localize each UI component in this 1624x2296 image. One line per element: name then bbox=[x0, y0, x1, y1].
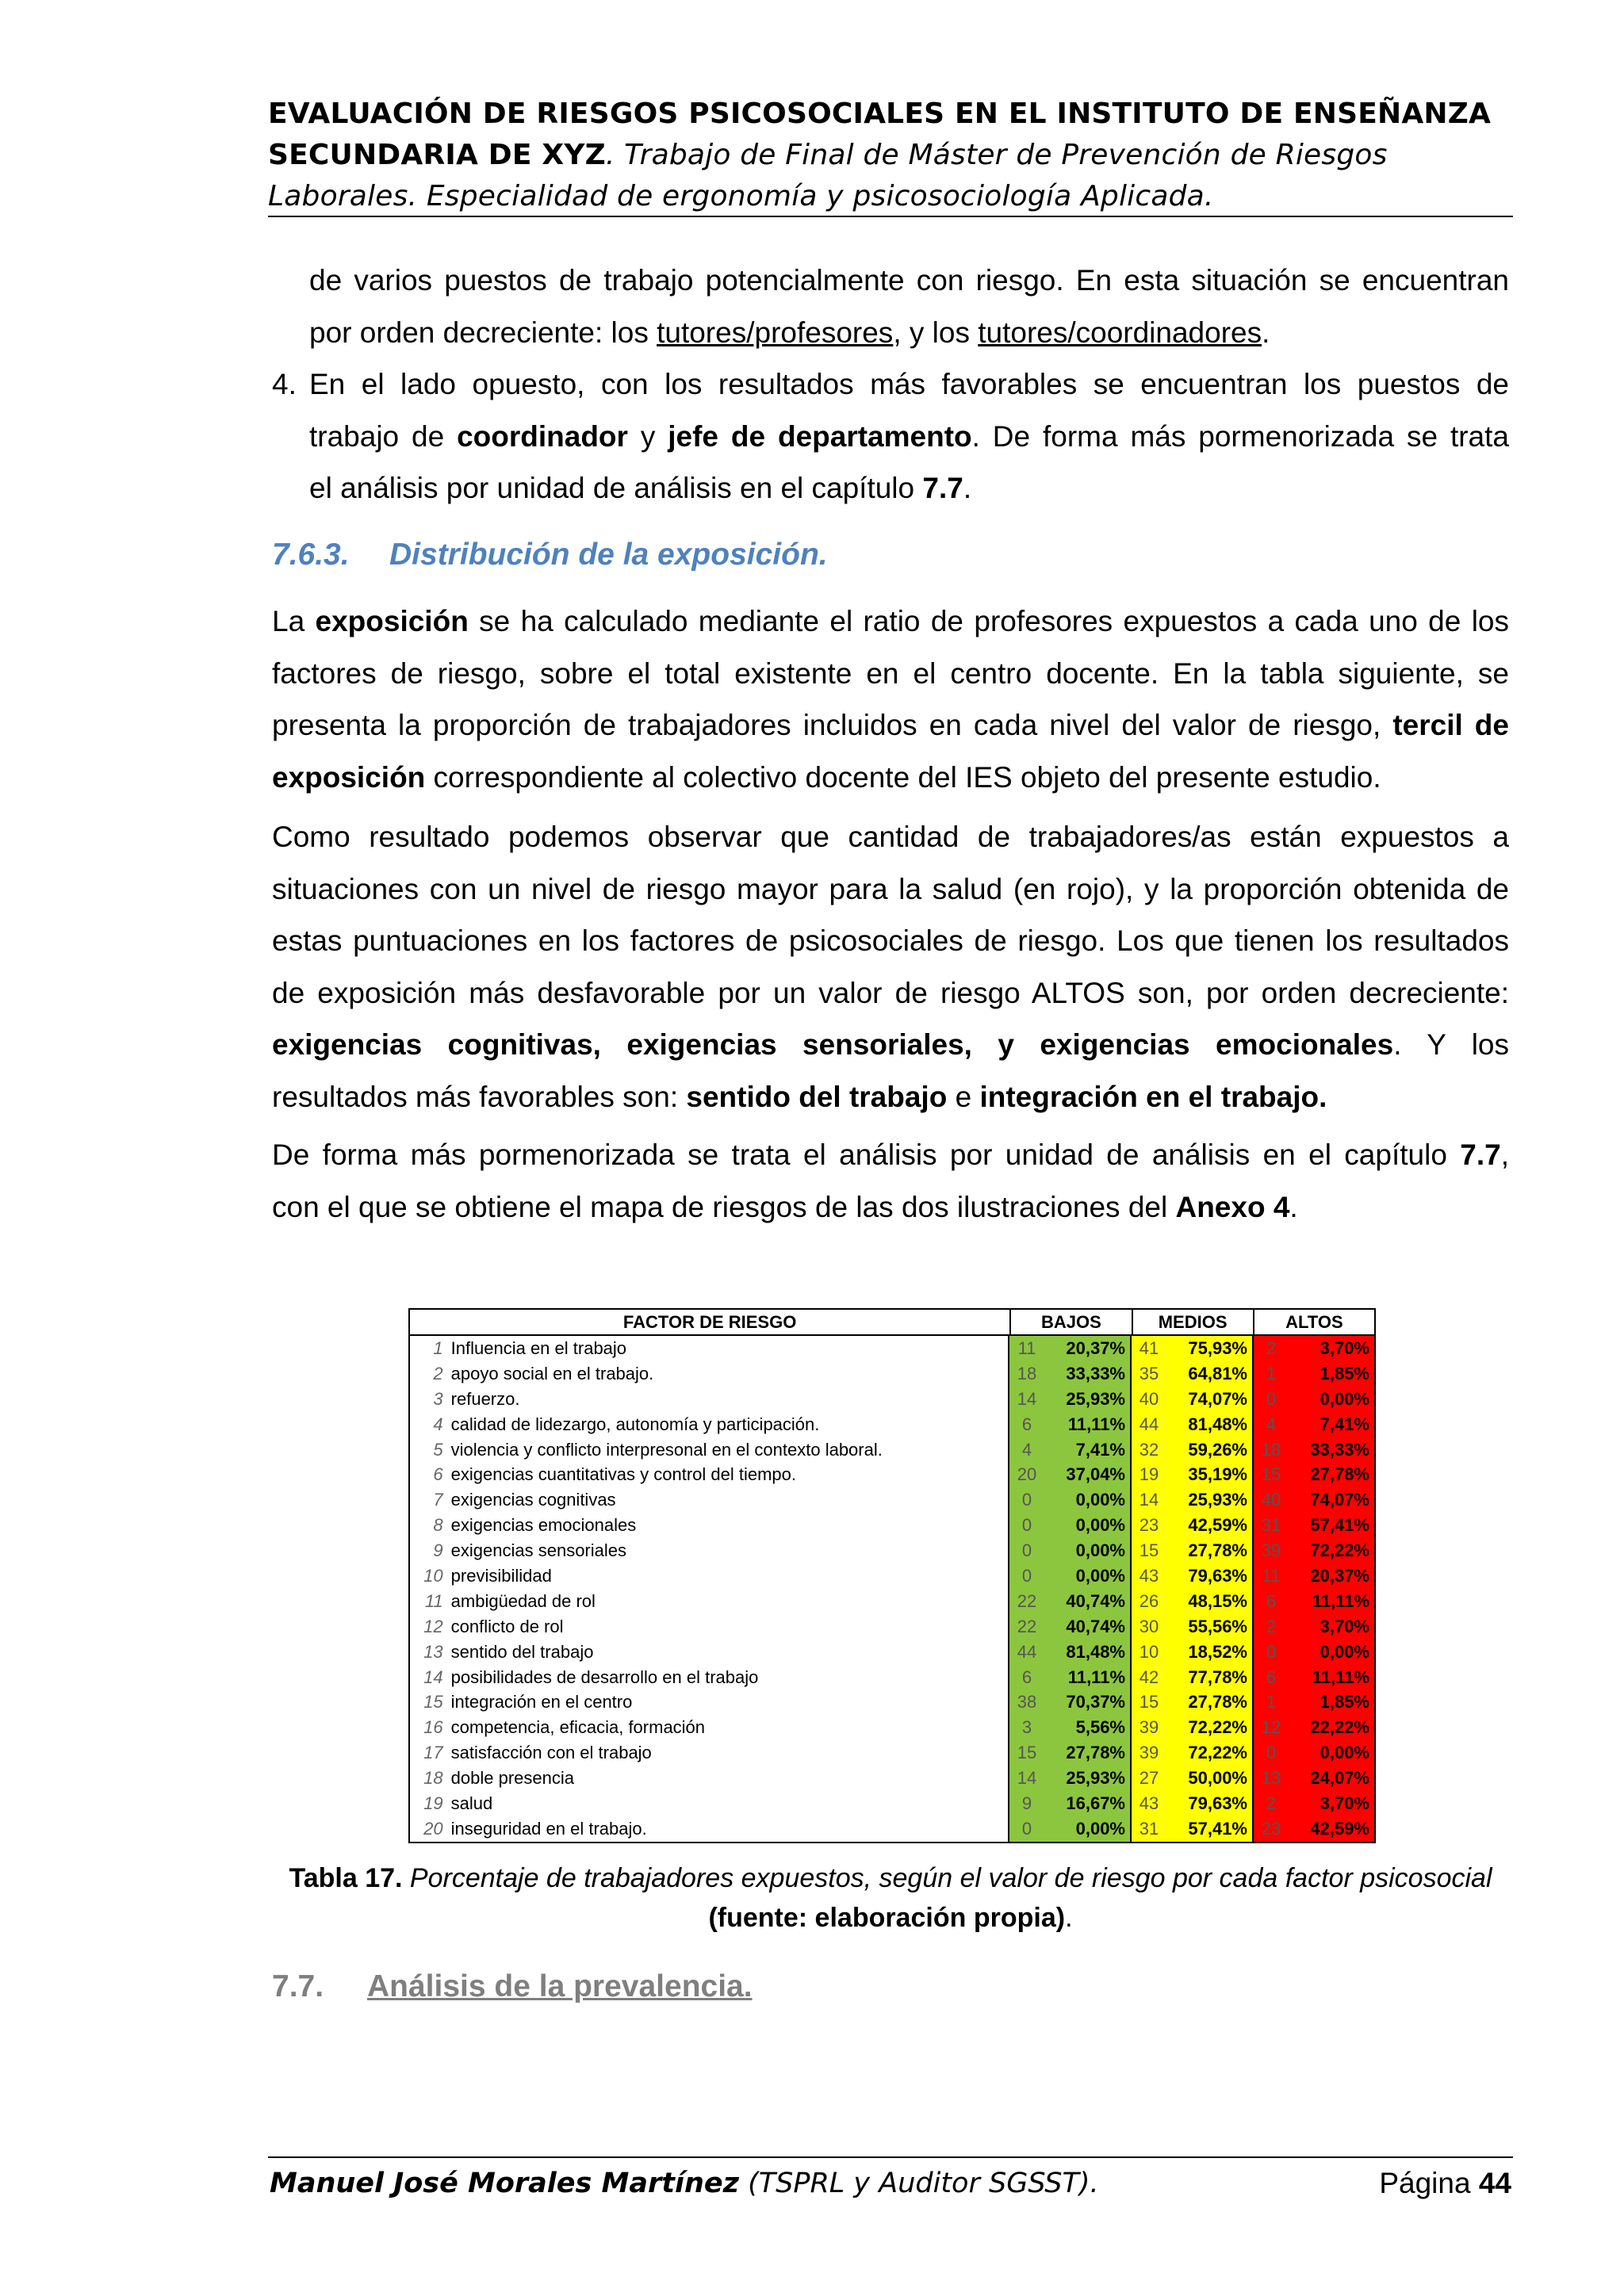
altos-percent: 57,41% bbox=[1310, 1515, 1369, 1536]
bajos-count: 6 bbox=[1021, 1667, 1032, 1687]
medios-cell bbox=[1132, 1766, 1254, 1791]
medios-percent: 59,26% bbox=[1188, 1439, 1247, 1460]
altos-count: 40 bbox=[1261, 1490, 1281, 1510]
row-number: 18 bbox=[423, 1768, 443, 1789]
altos-percent: 3,70% bbox=[1320, 1338, 1369, 1358]
table-row bbox=[410, 1487, 1374, 1513]
table-row bbox=[410, 1437, 1374, 1463]
altos-count: 6 bbox=[1266, 1667, 1277, 1687]
factor-name: sentido del trabajo bbox=[451, 1640, 1009, 1665]
bajos-count: 4 bbox=[1021, 1439, 1032, 1460]
medios-percent: 57,41% bbox=[1188, 1818, 1247, 1839]
factor-name: Influencia en el trabajo bbox=[451, 1336, 1009, 1361]
row-number: 12 bbox=[423, 1616, 443, 1636]
bajos-cell bbox=[1009, 1791, 1132, 1816]
altos-percent: 1,85% bbox=[1320, 1363, 1369, 1383]
medios-percent: 27,78% bbox=[1188, 1540, 1247, 1561]
altos-count: 39 bbox=[1261, 1540, 1281, 1561]
table-row bbox=[410, 1538, 1374, 1563]
altos-percent: 0,00% bbox=[1320, 1641, 1369, 1662]
bajos-count: 20 bbox=[1017, 1464, 1037, 1485]
paragraph-2: Como resultado podemos observar que cantidad de trabajadores/as están expuestos a situaciones con un nivel de riesgo mayor para la salud (en rojo), y la proporción obtenida de estas puntuaciones en los factores de psicosociales de riesgo. Los que tienen los resultados de exposición más desfavorable por un valor de riesgo ALTOS son, por orden decreciente: exigencias cognitivas, exigencias sensoriales, y exigencias emocionales. Y los resultados más favorables son: sentido del trabajo e integración en el trabajo. bbox=[272, 821, 1509, 1113]
bajos-count: 6 bbox=[1021, 1414, 1032, 1434]
medios-cell bbox=[1132, 1791, 1254, 1816]
altos-cell bbox=[1254, 1766, 1374, 1791]
factor-name: apoyo social en el trabajo. bbox=[451, 1361, 1009, 1387]
section-heading bbox=[272, 538, 828, 572]
medios-cell bbox=[1132, 1589, 1254, 1614]
altos-percent: 7,41% bbox=[1320, 1414, 1369, 1434]
next-section-heading bbox=[272, 1969, 753, 2004]
bajos-cell bbox=[1009, 1387, 1132, 1412]
medios-count: 32 bbox=[1139, 1439, 1159, 1460]
row-number: 9 bbox=[433, 1540, 443, 1561]
factor-name: doble presencia bbox=[451, 1766, 1009, 1791]
altos-cell bbox=[1254, 1336, 1374, 1361]
altos-cell bbox=[1254, 1538, 1374, 1563]
running-header bbox=[268, 94, 1513, 217]
medios-count: 41 bbox=[1139, 1338, 1159, 1358]
header-medios: MEDIOS bbox=[1133, 1310, 1254, 1334]
bajos-count: 22 bbox=[1017, 1616, 1037, 1636]
medios-count: 43 bbox=[1139, 1566, 1159, 1586]
bajos-count: 18 bbox=[1017, 1363, 1037, 1383]
footer-divider bbox=[268, 2156, 1513, 2158]
altos-percent: 33,33% bbox=[1310, 1439, 1369, 1460]
bajos-count: 38 bbox=[1017, 1692, 1037, 1712]
medios-count: 35 bbox=[1139, 1363, 1159, 1383]
factor-name: posibilidades de desarrollo en el trabajo bbox=[451, 1665, 1009, 1690]
altos-cell bbox=[1254, 1487, 1374, 1513]
altos-percent: 42,59% bbox=[1310, 1818, 1369, 1839]
bajos-cell bbox=[1009, 1513, 1132, 1538]
bajos-cell bbox=[1009, 1563, 1132, 1589]
altos-count: 1 bbox=[1266, 1692, 1277, 1712]
bajos-percent: 7,41% bbox=[1075, 1439, 1125, 1460]
factor-name: exigencias cuantitativas y control del tiempo. bbox=[451, 1462, 1009, 1487]
row-number: 1 bbox=[433, 1338, 443, 1358]
caption-text: Porcentaje de trabajadores expuestos, según el valor de riesgo por cada factor psicosocial bbox=[402, 1863, 1492, 1893]
medios-count: 40 bbox=[1139, 1388, 1159, 1409]
altos-percent: 27,78% bbox=[1310, 1464, 1369, 1485]
bajos-percent: 0,00% bbox=[1075, 1818, 1125, 1839]
table-row bbox=[410, 1361, 1374, 1387]
table-header bbox=[410, 1310, 1374, 1336]
row-number: 8 bbox=[433, 1515, 443, 1536]
altos-cell bbox=[1254, 1715, 1374, 1740]
bajos-cell bbox=[1009, 1487, 1132, 1513]
bajos-count: 0 bbox=[1021, 1490, 1032, 1510]
factor-name: salud bbox=[451, 1791, 1009, 1816]
bajos-count: 0 bbox=[1021, 1515, 1032, 1536]
medios-count: 19 bbox=[1139, 1464, 1159, 1485]
factor-name: integración en el centro bbox=[451, 1689, 1009, 1715]
medios-cell bbox=[1132, 1513, 1254, 1538]
bajos-percent: 40,74% bbox=[1066, 1616, 1125, 1636]
section-number: 7.6.3. bbox=[272, 538, 350, 572]
bajos-cell bbox=[1009, 1640, 1132, 1665]
table-row bbox=[410, 1640, 1374, 1665]
altos-percent: 0,00% bbox=[1320, 1743, 1369, 1763]
factor-name: exigencias sensoriales bbox=[451, 1538, 1009, 1563]
bajos-count: 0 bbox=[1021, 1818, 1032, 1839]
altos-percent: 1,85% bbox=[1320, 1692, 1369, 1712]
altos-percent: 0,00% bbox=[1320, 1388, 1369, 1409]
intro-line: de varios puestos de trabajo potencialmente con riesgo. En esta situación se encuentran bbox=[309, 264, 1509, 297]
altos-count: 15 bbox=[1261, 1464, 1281, 1485]
table-caption: Tabla 17. Porcentaje de trabajadores expuestos, según el valor de riesgo por cada factor psicosocial (fuente: elaboración propia). bbox=[289, 1863, 1492, 1933]
page-footer bbox=[270, 2163, 1511, 2204]
altos-cell bbox=[1254, 1791, 1374, 1816]
caption-label: Tabla 17. bbox=[289, 1863, 403, 1893]
bajos-cell bbox=[1009, 1462, 1132, 1487]
table-row bbox=[410, 1766, 1374, 1791]
medios-percent: 72,22% bbox=[1188, 1743, 1247, 1763]
altos-cell bbox=[1254, 1412, 1374, 1437]
altos-percent: 11,11% bbox=[1312, 1667, 1369, 1687]
bajos-count: 0 bbox=[1021, 1566, 1032, 1586]
altos-cell bbox=[1254, 1513, 1374, 1538]
altos-percent: 11,11% bbox=[1312, 1590, 1369, 1611]
table-row bbox=[410, 1791, 1374, 1816]
row-number: 3 bbox=[433, 1388, 443, 1409]
altos-cell bbox=[1254, 1563, 1374, 1589]
intro-line: por orden decreciente: los tutores/profesores, y los tutores/coordinadores. bbox=[309, 316, 1270, 349]
factor-name: exigencias emocionales bbox=[451, 1513, 1009, 1538]
altos-cell bbox=[1254, 1387, 1374, 1412]
row-number: 19 bbox=[423, 1793, 443, 1814]
medios-percent: 42,59% bbox=[1188, 1515, 1247, 1536]
section-title: Distribución de la exposición. bbox=[389, 538, 828, 572]
bajos-cell bbox=[1009, 1589, 1132, 1614]
bajos-cell bbox=[1009, 1538, 1132, 1563]
list-number: 4. bbox=[272, 368, 297, 400]
header-altos: ALTOS bbox=[1285, 1312, 1343, 1332]
bajos-cell bbox=[1009, 1412, 1132, 1437]
bajos-cell bbox=[1009, 1689, 1132, 1715]
altos-count: 6 bbox=[1266, 1590, 1277, 1611]
medios-percent: 18,52% bbox=[1188, 1641, 1247, 1662]
section-number: 7.7. bbox=[272, 1969, 324, 2003]
caption-source: (fuente: elaboración propia) bbox=[708, 1903, 1066, 1933]
altos-count: 2 bbox=[1266, 1616, 1277, 1636]
factor-name: calidad de lidezargo, autonomía y participación. bbox=[451, 1412, 1009, 1437]
altos-count: 11 bbox=[1262, 1566, 1281, 1586]
medios-cell bbox=[1132, 1387, 1254, 1412]
bajos-percent: 0,00% bbox=[1075, 1566, 1125, 1586]
bajos-percent: 70,37% bbox=[1066, 1692, 1125, 1712]
medios-cell bbox=[1132, 1563, 1254, 1589]
header-factor: FACTOR DE RIESGO bbox=[410, 1310, 1011, 1334]
medios-count: 23 bbox=[1139, 1515, 1159, 1536]
row-number: 20 bbox=[423, 1818, 443, 1839]
altos-count: 23 bbox=[1261, 1818, 1281, 1839]
altos-cell bbox=[1254, 1640, 1374, 1665]
factor-name: violencia y conflicto interpresonal en el contexto laboral. bbox=[451, 1437, 1009, 1463]
medios-percent: 27,78% bbox=[1188, 1692, 1247, 1712]
medios-cell bbox=[1132, 1740, 1254, 1766]
bajos-cell bbox=[1009, 1614, 1132, 1640]
medios-count: 10 bbox=[1139, 1641, 1159, 1662]
bajos-cell bbox=[1009, 1361, 1132, 1387]
bajos-count: 11 bbox=[1017, 1338, 1036, 1358]
header-title: EVALUACIÓN DE RIESGOS PSICOSOCIALES EN EL INSTITUTO DE ENSEÑANZA SECUNDARIA DE XYZ bbox=[268, 98, 1492, 171]
page-number: Página 44 bbox=[1379, 2167, 1511, 2199]
bajos-percent: 11,11% bbox=[1067, 1667, 1125, 1687]
medios-cell bbox=[1132, 1689, 1254, 1715]
factor-name: conflicto de rol bbox=[451, 1614, 1009, 1640]
medios-count: 42 bbox=[1139, 1667, 1159, 1687]
table-row bbox=[410, 1614, 1374, 1640]
row-number: 7 bbox=[433, 1490, 443, 1510]
altos-cell bbox=[1254, 1589, 1374, 1614]
medios-percent: 64,81% bbox=[1188, 1363, 1247, 1383]
altos-count: 18 bbox=[1261, 1439, 1281, 1460]
altos-cell bbox=[1254, 1740, 1374, 1766]
table-row bbox=[410, 1563, 1374, 1589]
row-number: 14 bbox=[423, 1667, 443, 1687]
medios-cell bbox=[1132, 1614, 1254, 1640]
bajos-cell bbox=[1009, 1816, 1132, 1842]
row-number: 17 bbox=[423, 1743, 443, 1763]
altos-cell bbox=[1254, 1462, 1374, 1487]
factor-name: satisfacción con el trabajo bbox=[451, 1740, 1009, 1766]
altos-count: 4 bbox=[1266, 1414, 1277, 1434]
bajos-percent: 0,00% bbox=[1075, 1515, 1125, 1536]
medios-cell bbox=[1132, 1462, 1254, 1487]
bajos-count: 9 bbox=[1021, 1793, 1032, 1814]
row-number: 5 bbox=[433, 1439, 443, 1460]
medios-percent: 35,19% bbox=[1188, 1464, 1247, 1485]
bajos-percent: 0,00% bbox=[1075, 1540, 1125, 1561]
altos-count: 0 bbox=[1266, 1641, 1277, 1662]
table-row bbox=[410, 1387, 1374, 1412]
altos-count: 2 bbox=[1266, 1338, 1277, 1358]
altos-cell bbox=[1254, 1437, 1374, 1463]
medios-count: 15 bbox=[1139, 1692, 1159, 1712]
row-number: 4 bbox=[433, 1414, 443, 1434]
altos-count: 12 bbox=[1261, 1717, 1281, 1738]
table-row bbox=[410, 1689, 1374, 1715]
medios-percent: 77,78% bbox=[1188, 1667, 1247, 1687]
bajos-cell bbox=[1009, 1766, 1132, 1791]
header-bajos: BAJOS bbox=[1011, 1310, 1132, 1334]
bajos-count: 3 bbox=[1021, 1717, 1032, 1738]
bajos-percent: 81,48% bbox=[1066, 1641, 1125, 1662]
bajos-count: 44 bbox=[1017, 1641, 1037, 1662]
medios-cell bbox=[1132, 1361, 1254, 1387]
bajos-cell bbox=[1009, 1437, 1132, 1463]
bajos-percent: 0,00% bbox=[1075, 1490, 1125, 1510]
header-subtitle: . Trabajo de Final de Máster de Prevención de Riesgos Laborales. Especialidad de ergonomía y psicosociología Aplicada. bbox=[268, 139, 1388, 212]
altos-cell bbox=[1254, 1689, 1374, 1715]
table-row bbox=[410, 1462, 1374, 1487]
factor-name: competencia, eficacia, formación bbox=[451, 1715, 1009, 1740]
medios-cell bbox=[1132, 1715, 1254, 1740]
row-number: 10 bbox=[423, 1566, 443, 1586]
row-number: 2 bbox=[433, 1363, 443, 1383]
medios-count: 44 bbox=[1139, 1414, 1159, 1434]
medios-count: 14 bbox=[1139, 1490, 1159, 1510]
bajos-cell bbox=[1009, 1715, 1132, 1740]
row-number: 6 bbox=[433, 1464, 443, 1485]
factor-name: refuerzo. bbox=[451, 1387, 1009, 1412]
medios-percent: 79,63% bbox=[1188, 1566, 1247, 1586]
altos-count: 2 bbox=[1266, 1793, 1277, 1814]
table-row bbox=[410, 1740, 1374, 1766]
bajos-percent: 33,33% bbox=[1066, 1363, 1125, 1383]
bajos-count: 15 bbox=[1017, 1743, 1037, 1763]
medios-cell bbox=[1132, 1437, 1254, 1463]
section-title: Análisis de la prevalencia. bbox=[367, 1969, 753, 2003]
medios-percent: 79,63% bbox=[1188, 1793, 1247, 1814]
medios-count: 31 bbox=[1139, 1818, 1159, 1839]
row-number: 11 bbox=[424, 1590, 443, 1611]
altos-count: 1 bbox=[1266, 1363, 1277, 1383]
bajos-count: 22 bbox=[1017, 1590, 1037, 1611]
bajos-percent: 25,93% bbox=[1066, 1768, 1125, 1789]
medios-count: 39 bbox=[1139, 1743, 1159, 1763]
altos-percent: 3,70% bbox=[1320, 1616, 1369, 1636]
medios-count: 30 bbox=[1139, 1616, 1159, 1636]
medios-count: 39 bbox=[1139, 1717, 1159, 1738]
altos-count: 13 bbox=[1261, 1768, 1281, 1789]
bajos-cell bbox=[1009, 1336, 1132, 1361]
medios-percent: 74,07% bbox=[1188, 1388, 1247, 1409]
medios-count: 15 bbox=[1139, 1540, 1159, 1561]
table-row bbox=[410, 1513, 1374, 1538]
bajos-percent: 5,56% bbox=[1075, 1717, 1125, 1738]
table-row bbox=[410, 1665, 1374, 1690]
medios-cell bbox=[1132, 1487, 1254, 1513]
table-row bbox=[410, 1589, 1374, 1614]
altos-percent: 3,70% bbox=[1320, 1793, 1369, 1814]
medios-percent: 72,22% bbox=[1188, 1717, 1247, 1738]
factor-name: ambigüedad de rol bbox=[451, 1589, 1009, 1614]
altos-count: 0 bbox=[1266, 1388, 1277, 1409]
medios-percent: 81,48% bbox=[1188, 1414, 1247, 1434]
list-item-4: En el lado opuesto, con los resultados más favorables se encuentran los puestos de trabajo de coordinador y jefe de departamento. De forma más pormenorizada se trata el análisis por unidad de análisis en el capítulo 7.7. bbox=[309, 368, 1509, 504]
row-number: 16 bbox=[423, 1717, 443, 1738]
header-divider bbox=[268, 216, 1513, 217]
bajos-cell bbox=[1009, 1665, 1132, 1690]
bajos-cell bbox=[1009, 1740, 1132, 1766]
altos-percent: 72,22% bbox=[1310, 1540, 1369, 1561]
medios-percent: 25,93% bbox=[1188, 1490, 1247, 1510]
bajos-count: 0 bbox=[1021, 1540, 1032, 1561]
bajos-count: 14 bbox=[1017, 1388, 1037, 1409]
factor-name: previsibilidad bbox=[451, 1563, 1009, 1589]
altos-count: 31 bbox=[1261, 1515, 1281, 1536]
footer-author: Manuel José Morales Martínez (TSPRL y Auditor SGSST). bbox=[270, 2168, 1099, 2199]
altos-cell bbox=[1254, 1665, 1374, 1690]
bajos-percent: 40,74% bbox=[1066, 1590, 1125, 1611]
medios-count: 26 bbox=[1139, 1590, 1159, 1611]
medios-cell bbox=[1132, 1538, 1254, 1563]
paragraph-3: De forma más pormenorizada se trata el análisis por unidad de análisis en el capítulo 7.7, con el que se obtiene el mapa de riesgos de las dos ilustraciones del Anexo 4. bbox=[272, 1138, 1509, 1223]
medios-percent: 55,56% bbox=[1188, 1616, 1247, 1636]
table-row bbox=[410, 1816, 1374, 1842]
bajos-percent: 25,93% bbox=[1066, 1388, 1125, 1409]
medios-cell bbox=[1132, 1665, 1254, 1690]
bajos-percent: 11,11% bbox=[1067, 1414, 1125, 1434]
paragraph-1: La exposición se ha calculado mediante el ratio de profesores expuestos a cada uno de los factores de riesgo, sobre el total existente en el centro docente. En la tabla siguiente, se presenta la proporción de trabajadores incluidos en cada nivel del valor de riesgo, tercil de exposición correspondiente al colectivo docente del IES objeto del presente estudio. bbox=[272, 605, 1509, 794]
row-number: 13 bbox=[423, 1641, 443, 1662]
altos-percent: 24,07% bbox=[1310, 1768, 1369, 1789]
table-row bbox=[410, 1336, 1374, 1361]
medios-cell bbox=[1132, 1640, 1254, 1665]
bajos-percent: 20,37% bbox=[1066, 1338, 1125, 1358]
medios-percent: 48,15% bbox=[1188, 1590, 1247, 1611]
altos-percent: 22,22% bbox=[1310, 1717, 1369, 1738]
row-number: 15 bbox=[423, 1692, 443, 1712]
table-row bbox=[410, 1412, 1374, 1437]
intro-paragraph bbox=[309, 254, 1509, 358]
bajos-percent: 16,67% bbox=[1066, 1793, 1125, 1814]
altos-cell bbox=[1254, 1614, 1374, 1640]
altos-percent: 20,37% bbox=[1310, 1566, 1369, 1586]
medios-count: 43 bbox=[1139, 1793, 1159, 1814]
medios-cell bbox=[1132, 1336, 1254, 1361]
medios-percent: 75,93% bbox=[1188, 1338, 1247, 1358]
bajos-count: 14 bbox=[1017, 1768, 1037, 1789]
medios-percent: 50,00% bbox=[1188, 1768, 1247, 1789]
medios-cell bbox=[1132, 1412, 1254, 1437]
bajos-percent: 37,04% bbox=[1066, 1464, 1125, 1485]
altos-cell bbox=[1254, 1361, 1374, 1387]
risk-factor-table bbox=[408, 1308, 1376, 1843]
altos-count: 0 bbox=[1266, 1743, 1277, 1763]
altos-percent: 74,07% bbox=[1310, 1490, 1369, 1510]
bajos-percent: 27,78% bbox=[1066, 1743, 1125, 1763]
table-row bbox=[410, 1715, 1374, 1740]
altos-cell bbox=[1254, 1816, 1374, 1842]
table-body bbox=[410, 1336, 1374, 1842]
medios-count: 27 bbox=[1139, 1768, 1159, 1789]
medios-cell bbox=[1132, 1816, 1254, 1842]
factor-name: inseguridad en el trabajo. bbox=[451, 1816, 1009, 1842]
factor-name: exigencias cognitivas bbox=[451, 1487, 1009, 1513]
